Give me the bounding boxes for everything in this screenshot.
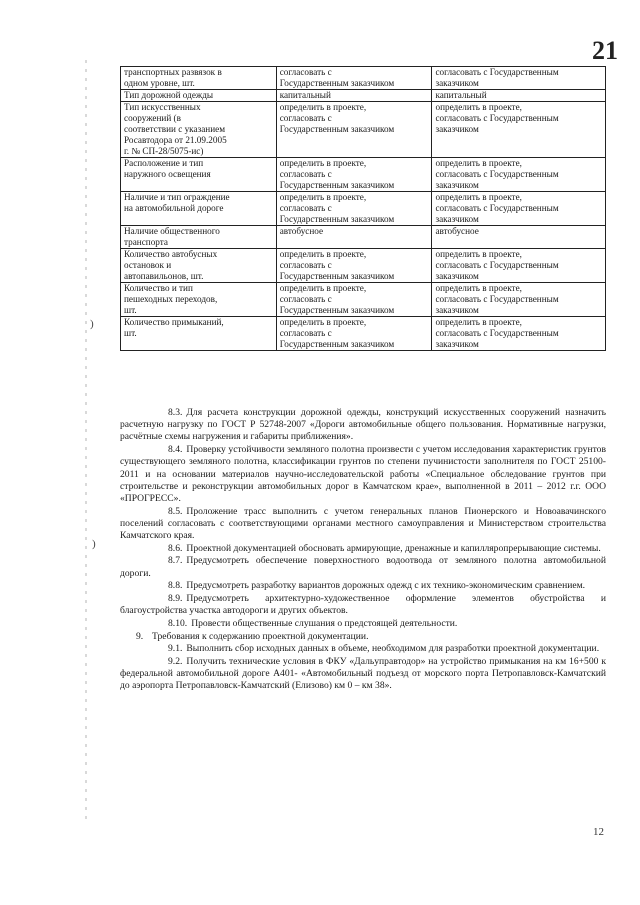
cell-line: капитальный	[435, 90, 487, 100]
customer-value-cell	[432, 158, 606, 192]
paragraph-text: Предусмотреть обеспечение поверхностного водоотвода от земляного полотна автомобильной дороги.	[120, 555, 606, 579]
cell-line: автобусное	[279, 226, 324, 236]
cell-line: одном уровне, шт.	[124, 78, 195, 88]
cell-line: согласовать с	[279, 169, 332, 179]
table-row	[121, 283, 606, 317]
project-value-cell	[276, 67, 432, 90]
cell-line: Государственным заказчиком	[279, 339, 395, 349]
cell-line: заказчиком	[435, 339, 479, 349]
cell-line: согласовать с	[279, 260, 332, 270]
customer-value-cell	[432, 67, 606, 90]
cell-line: автопавильонов, шт.	[124, 271, 204, 281]
cell-line: согласовать с Государственным	[435, 169, 559, 179]
param-cell	[121, 158, 277, 192]
document-body	[120, 407, 606, 693]
paragraph-text: Требования к содержанию проектной документации.	[152, 630, 369, 642]
cell-line: на автомобильной дороге	[124, 203, 224, 213]
project-value-cell	[276, 90, 432, 102]
paragraph-number: 8.10.	[168, 617, 188, 629]
section-heading	[120, 631, 606, 643]
cell-line: заказчиком	[435, 271, 479, 281]
customer-value-cell	[432, 317, 606, 351]
paragraph-number: 8.4.	[168, 444, 183, 456]
paragraph	[120, 444, 606, 505]
paragraph	[120, 555, 606, 579]
cell-line: определить в проекте,	[279, 283, 367, 293]
paragraph	[120, 580, 606, 592]
scan-margin-line	[85, 60, 87, 820]
paragraph-text: Получить технические условия в ФКУ «Дальуправтодор» на устройство примыкания на км 16+500 к федеральной автомобильной дороге А401- «Автомобильный подъезд от морского порта Петропавловск-Камчатский до аэропорта Петропавловск-Камчатский (Елизово) км 0 – км 38».	[120, 656, 606, 692]
cell-line: заказчиком	[435, 180, 479, 190]
project-value-cell	[276, 192, 432, 226]
table-row	[121, 102, 606, 158]
paragraph-text: Проверку устойчивости земляного полотна произвести с учетом исследования характеристик грунтов существующего земляного полотна, классификации грунтов по степени пучинистости заполнителя по ГОСТ 25100-2011 и на основании материалов научно-исследовательской работы «Специальное обследование грунтов при строительстве и реконструкции автомобильных дорог в Камчатском крае», выполненной в 2011 – 2012 г.г. ООО «ПРОГРЕСС».	[120, 444, 606, 504]
project-value-cell	[276, 102, 432, 158]
cell-line: согласовать с	[279, 203, 332, 213]
paragraph	[120, 506, 606, 543]
param-cell	[121, 283, 277, 317]
paragraph-number: 8.5.	[168, 505, 183, 517]
cell-line: транспорта	[124, 237, 168, 247]
cell-line: согласовать с	[279, 294, 332, 304]
customer-value-cell	[432, 226, 606, 249]
cell-line: г. № СП-28/5075-ис)	[124, 146, 204, 156]
paragraph	[120, 407, 606, 444]
table-row	[121, 67, 606, 90]
paragraph-number: 8.8.	[168, 580, 183, 592]
cell-line: определить в проекте,	[279, 192, 367, 202]
cell-line: согласовать с Государственным	[435, 328, 559, 338]
paragraph-number: 9.	[136, 630, 144, 642]
table-row	[121, 90, 606, 102]
customer-value-cell	[432, 102, 606, 158]
project-value-cell	[276, 249, 432, 283]
paragraph-text: Для расчета конструкции дорожной одежды, конструкций искусственных сооружений назначить расчетную нагрузку по ГОСТ Р 52748-2007 «Дороги автомобильные общего пользования. Нормативные нагрузки, расчётные схемы нагружения и габариты приближения».	[120, 407, 606, 443]
paragraph-number: 9.2.	[168, 656, 183, 668]
table-row	[121, 317, 606, 351]
cell-line: сооружений (в	[124, 113, 181, 123]
cell-line: транспортных развязок в	[124, 67, 222, 77]
page-number-top: 21	[592, 36, 618, 65]
paragraph-number: 8.3.	[168, 407, 183, 418]
cell-line: определить в проекте,	[435, 317, 522, 327]
param-cell	[121, 67, 277, 90]
cell-line: шт.	[124, 305, 137, 315]
cell-line: определить в проекте,	[435, 192, 522, 202]
cell-line: Государственным заказчиком	[279, 124, 395, 134]
cell-line: остановок и	[124, 260, 172, 270]
margin-bracket-mark: )	[90, 318, 94, 330]
cell-line: шт.	[124, 328, 137, 338]
customer-value-cell	[432, 249, 606, 283]
cell-line: Количество и тип	[124, 283, 193, 293]
cell-line: Расположение и тип	[124, 158, 204, 168]
cell-line: согласовать с Государственным	[435, 294, 559, 304]
param-cell	[121, 317, 277, 351]
project-value-cell	[276, 317, 432, 351]
paragraph-number: 8.9.	[168, 593, 183, 605]
cell-line: заказчиком	[435, 78, 479, 88]
cell-line: Наличие и тип ограждение	[124, 192, 230, 202]
cell-line: Государственным заказчиком	[279, 180, 395, 190]
paragraph	[120, 656, 606, 693]
paragraph-text: Провести общественные слушания о предстоящей деятельности.	[191, 617, 458, 629]
cell-line: согласовать с Государственным	[435, 113, 559, 123]
param-cell	[121, 102, 277, 158]
cell-line: согласовать с Государственным	[435, 203, 559, 213]
customer-value-cell	[432, 90, 606, 102]
cell-line: согласовать с Государственным	[435, 67, 559, 77]
paragraph-text: Проложение трасс выполнить с учетом генеральных планов Пионерского и Новоавачинского поселений согласовать с соответствующими органами местного самоуправления и Министерством строительства Камчатского края.	[120, 505, 606, 542]
paragraph	[120, 543, 606, 555]
cell-line: Тип искусственных	[124, 102, 201, 112]
cell-line: Количество примыканий,	[124, 317, 224, 327]
cell-line: автобусное	[435, 226, 479, 236]
cell-line: наружного освещения	[124, 169, 211, 179]
cell-line: согласовать с	[279, 67, 332, 77]
cell-line: Государственным заказчиком	[279, 214, 395, 224]
cell-line: Тип дорожной одежды	[124, 90, 214, 100]
paragraph	[120, 593, 606, 617]
paragraph-text: Предусмотреть архитектурно-художественное оформление элементов обустройства и благоустройства участка автодороги и других объектов.	[120, 593, 606, 617]
customer-value-cell	[432, 192, 606, 226]
cell-line: Государственным заказчиком	[279, 78, 395, 88]
cell-line: определить в проекте,	[279, 249, 367, 259]
table-row	[121, 226, 606, 249]
table-row	[121, 249, 606, 283]
param-cell	[121, 249, 277, 283]
table-row	[121, 192, 606, 226]
cell-line: определить в проекте,	[435, 102, 522, 112]
cell-line: пешеходных переходов,	[124, 294, 218, 304]
cell-line: капитальный	[279, 90, 331, 100]
param-cell	[121, 226, 277, 249]
cell-line: согласовать с	[279, 113, 332, 123]
page-number-bottom: 12	[593, 826, 604, 838]
margin-bracket-mark: )	[92, 538, 96, 550]
cell-line: заказчиком	[435, 305, 479, 315]
paragraph	[120, 643, 606, 655]
cell-line: определить в проекте,	[279, 102, 367, 112]
requirements-table	[120, 66, 606, 351]
cell-line: Государственным заказчиком	[279, 305, 395, 315]
paragraph-text: Предусмотреть разработку вариантов дорожных одежд с их технико-экономическим сравнением.	[186, 580, 586, 592]
cell-line: Наличие общественного	[124, 226, 220, 236]
paragraph-text: Проектной документацией обосновать армирующие, дренажные и капилляропрерывающие системы.	[186, 542, 601, 554]
project-value-cell	[276, 226, 432, 249]
cell-line: определить в проекте,	[435, 249, 522, 259]
table-row	[121, 158, 606, 192]
cell-line: Количество автобусных	[124, 249, 218, 259]
cell-line: определить в проекте,	[279, 158, 367, 168]
cell-line: определить в проекте,	[435, 283, 522, 293]
cell-line: Государственным заказчиком	[279, 271, 395, 281]
cell-line: определить в проекте,	[279, 317, 367, 327]
cell-line: согласовать с Государственным	[435, 260, 559, 270]
cell-line: соответствии с указанием	[124, 124, 226, 134]
cell-line: заказчиком	[435, 214, 479, 224]
cell-line: заказчиком	[435, 124, 479, 134]
project-value-cell	[276, 158, 432, 192]
param-cell	[121, 90, 277, 102]
paragraph-number: 8.7.	[168, 555, 183, 567]
cell-line: согласовать с	[279, 328, 332, 338]
paragraph-text: Выполнить сбор исходных данных в объеме, необходимом для разработки проектной документации.	[186, 643, 600, 655]
paragraph	[120, 618, 606, 630]
project-value-cell	[276, 283, 432, 317]
paragraph-number: 8.6.	[168, 542, 183, 554]
customer-value-cell	[432, 283, 606, 317]
cell-line: Росавтодора от 21.09.2005	[124, 135, 227, 145]
cell-line: определить в проекте,	[435, 158, 522, 168]
paragraph-number: 9.1.	[168, 643, 183, 655]
param-cell	[121, 192, 277, 226]
